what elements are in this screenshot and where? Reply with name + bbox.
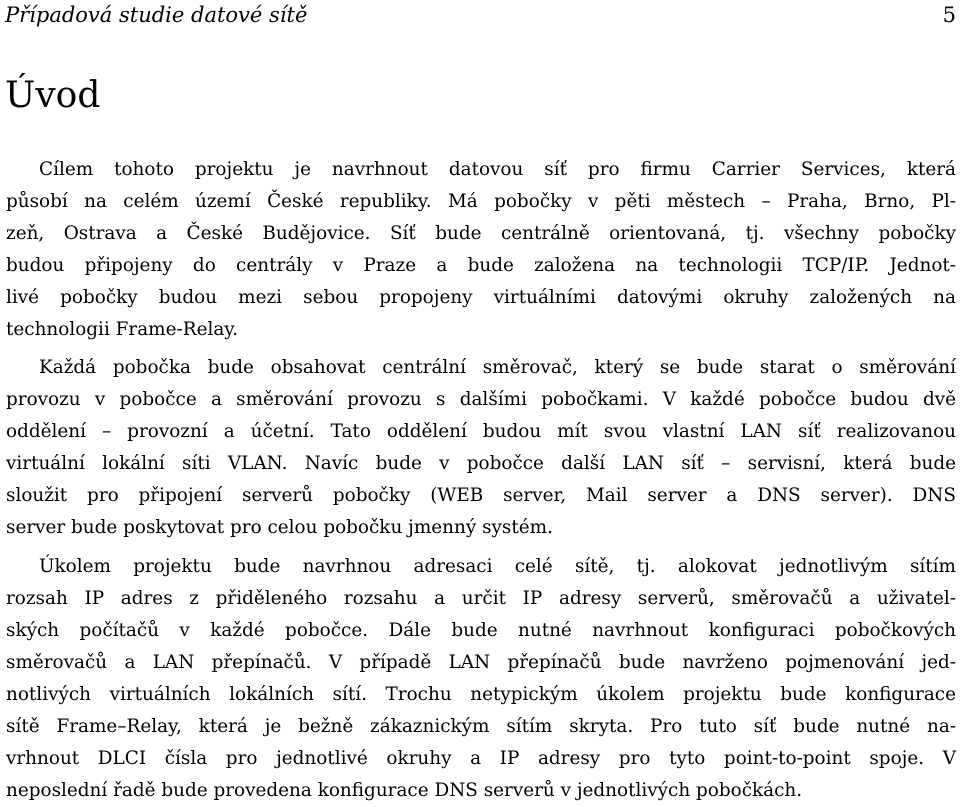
- header-title: Případová studie datové sítě: [5, 3, 308, 27]
- paragraph-intro: [6, 154, 956, 346]
- paragraph-line: budou připojeny do centrály v Praze a bude založena na technologii TCP/IP. Jednot-: [6, 255, 956, 276]
- paragraph-line: virtuální lokální síti VLAN. Navíc bude v pobočce další LAN síť – servisní, která bude: [6, 453, 956, 474]
- paragraph-line: neposlední řadě bude provedena konfigurace DNS serverů v jednotlivých pobočkách.: [6, 780, 803, 801]
- running-header: [5, 0, 956, 30]
- paragraph-line: provozu v pobočce a směrování provozu s dalšími pobočkami. V každé pobočce budou dvě: [6, 389, 956, 410]
- paragraph-line: rozsah IP adres z přiděleného rozsahu a určit IP adresy serverů, směrovačů a uživatel-: [6, 588, 956, 609]
- paragraph-line: vrhnout DLCI čísla pro jednotlivé okruhy a IP adresy pro tyto point-to-point spoje. V: [6, 748, 956, 769]
- paragraph-line: směrovačů a LAN přepínačů. V případě LAN přepínačů bude navrženo pojmenování jed-: [6, 652, 956, 673]
- paragraph-line: sítě Frame–Relay, která je bežně zákaznickým sítím skryta. Pro tuto síť bude nutné na-: [6, 716, 956, 737]
- paragraph-line: působí na celém území České republiky. Má pobočky v pěti městech – Praha, Brno, Pl-: [6, 191, 956, 212]
- paragraph-line: oddělení – provozní a účetní. Tato oddělení budou mít svou vlastní LAN síť realizovanou: [6, 421, 956, 442]
- paragraph-line: livé pobočky budou mezi sebou propojeny virtuálními datovými okruhy založených na: [6, 287, 956, 308]
- paragraph-line: notlivých virtuálních lokálních sítí. Trochu netypickým úkolem projektu bude konfigurace: [6, 684, 956, 705]
- paragraph-tasks: [6, 551, 956, 807]
- paragraph-line: Cílem tohoto projektu je navrhnout datovou síť pro firmu Carrier Services, která: [39, 159, 956, 180]
- paragraph-line: ských počítačů v každé pobočce. Dále bude nutné navrhnout konfiguraci pobočkových: [6, 620, 956, 641]
- paragraph-line: Úkolem projektu bude navrhnou adresaci celé sítě, tj. alokovat jednotlivým sítím: [39, 556, 956, 577]
- paragraph-line: technologii Frame-Relay.: [6, 319, 239, 340]
- paragraph-line: sloužit pro připojení serverů pobočky (WEB server, Mail server a DNS server). DNS: [6, 485, 956, 506]
- paragraph-line: zeň, Ostrava a České Budějovice. Síť bude centrálně orientovaná, tj. všechny pobočky: [6, 223, 956, 244]
- paragraph-line: Každá pobočka bude obsahovat centrální směrovač, který se bude starat o směrování: [39, 357, 956, 378]
- paragraph-line: server bude poskytovat pro celou pobočku jmenný systém.: [6, 517, 553, 538]
- paragraph-branches: [6, 352, 956, 544]
- page-number: 5: [942, 3, 956, 27]
- section-title: Úvod: [5, 75, 101, 116]
